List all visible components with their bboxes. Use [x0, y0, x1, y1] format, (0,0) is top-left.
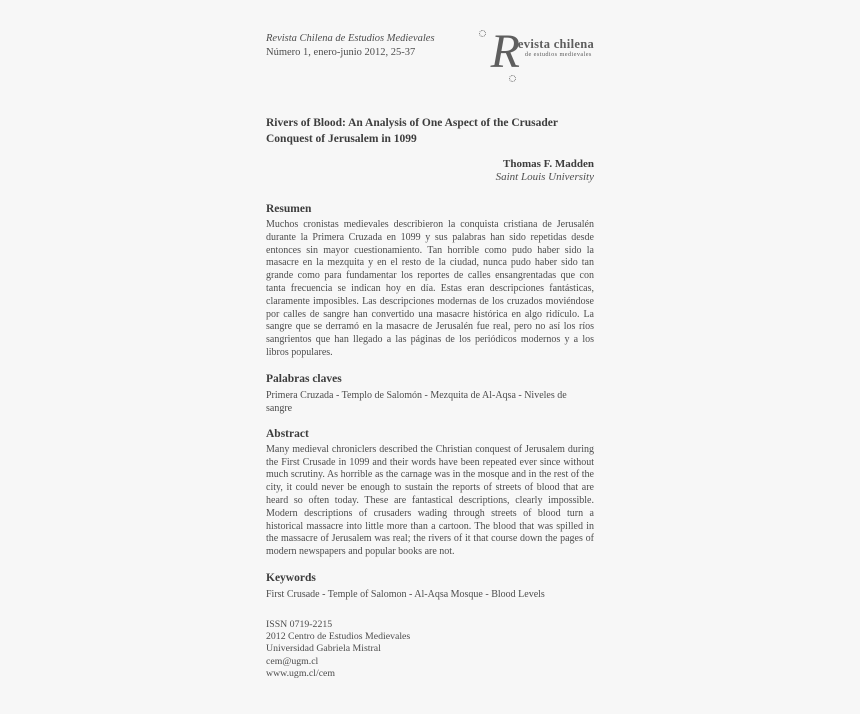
keywords-heading: Keywords [266, 571, 316, 584]
journal-logo [479, 25, 594, 78]
imprint-footer [266, 619, 410, 680]
publisher-line: 2012 Centro de Estudios Medievales [266, 631, 411, 643]
issn-line: ISSN 0719-2215 [266, 619, 333, 630]
resumen-body: Muchos cronistas medievales describieron la conquista cristiana de Jerusalén durante la Primera Cruzada en 1099 y sus palabras han sido repetidas desde entonces sin mayor cuestionamiento. Tan horrible como pudo haber sido la masacre en la mezquita y en el resto de la ciudad, nunca pudo haber sido tan grande como para fundamentar los reportes de calles ensangrentadas que con tanta frecuencia se indican hoy en día. Estas eran descripciones fantásticas, claramente imposibles. Las descripciones modernas de los cruzados moviéndose por calles de sangre han convertido una masacre histórica en algo ridículo. La sangre que se derramó en la masacre de Jerusalén fue real, pero no así los ríos sangrientos que han llegado a las páginas de los periódicos modernos y a los libros populares. [266, 219, 594, 358]
journal-name: Revista Chilena de Estudios Medievales [266, 33, 435, 44]
abstract-heading: Abstract [266, 427, 309, 440]
byline [266, 158, 594, 184]
logo-subtitle-text: de estudios medievales [524, 51, 592, 58]
fleuron-icon [509, 75, 516, 82]
author-affiliation: Saint Louis University [495, 171, 594, 183]
logo-title-text: evista chilena [517, 37, 594, 51]
author-name: Thomas F. Madden [503, 158, 594, 170]
keywords-list: First Crusade - Temple of Salomon - Al-Aqsa Mosque - Blood Levels [266, 588, 545, 600]
journal-header [266, 25, 594, 88]
article-title: Rivers of Blood: An Analysis of One Aspect of the Crusader Conquest of Jerusalem in 1099 [266, 117, 558, 145]
journal-info [266, 32, 435, 59]
logo-text-block [518, 29, 594, 58]
journal-issue-line: Número 1, enero-junio 2012, 25-37 [266, 46, 416, 58]
resumen-heading: Resumen [266, 203, 312, 215]
logo-initial-letter: R [490, 25, 518, 78]
website-url: www.ugm.cl/cem [266, 667, 336, 679]
contact-email: cem@ugm.cl [266, 655, 319, 667]
palabras-claves-list: Primera Cruzada - Templo de Salomón - Mezquita de Al-Aqsa - Niveles de sangre [266, 389, 567, 414]
page-content-column [266, 0, 594, 601]
abstract-body: Many medieval chroniclers described the Christian conquest of Jerusalem during the First Crusade in 1099 and their words have been repeated ever since without much scrutiny. As horrible as the carnage was in the mosque and in the rest of the city, it could never be enough to sustain the reports of streets of blood that are heard so often today. These are fantastical descriptions, clearly impossible. Modern descriptions of crusaders wading through streets of blood turn a historical massacre into little more than a cartoon. The blood that was spilled in the massacre of Jerusalem was real; the rivers of it that course down the pages of modern newspapers and popular books are not. [266, 443, 594, 558]
palabras-claves-heading: Palabras claves [266, 372, 342, 385]
fleuron-icon [479, 30, 486, 37]
university-line: Universidad Gabriela Mistral [266, 643, 381, 655]
